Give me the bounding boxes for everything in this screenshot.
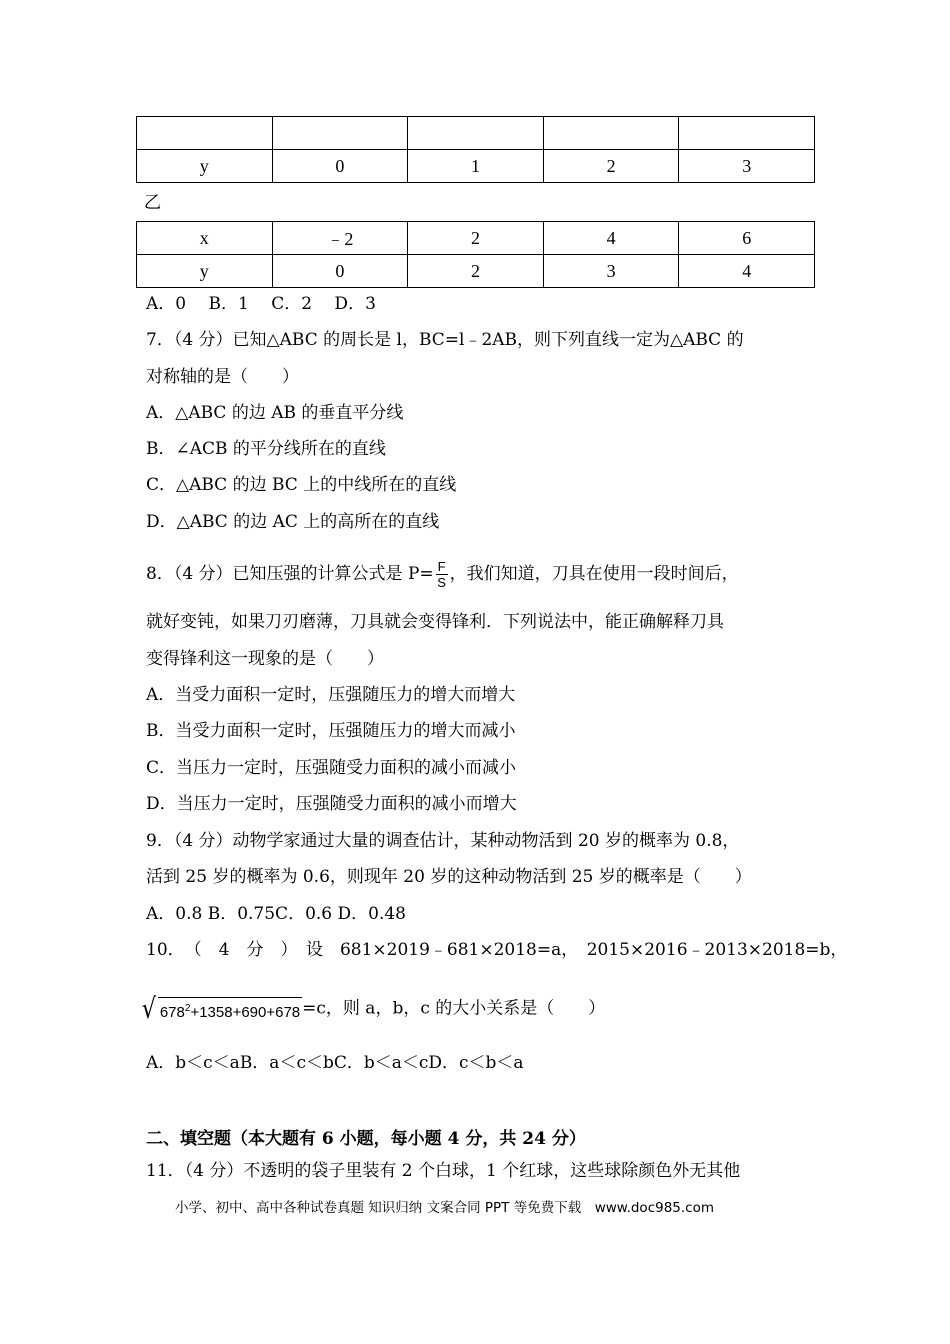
radicand xyxy=(158,997,302,1022)
table-cell: y xyxy=(137,150,273,183)
table-cell: 2 xyxy=(408,255,544,288)
table-label-yi: 乙 xyxy=(144,193,161,213)
q7-option-c: C．△ABC 的边 BC 上的中线所在的直线 xyxy=(146,475,457,495)
table-row xyxy=(137,150,815,183)
table-cell: 1 xyxy=(408,150,544,183)
table-row xyxy=(137,117,815,150)
q7-option-d: D．△ABC 的边 AC 上的高所在的直线 xyxy=(146,512,440,532)
table-cell xyxy=(543,117,679,150)
table-yi xyxy=(136,221,815,288)
q8-stem-suffix: ，我们知道，刀具在使用一段时间后， xyxy=(449,564,739,584)
table-cell: y xyxy=(137,255,273,288)
q10-stem-line2 xyxy=(140,992,606,1025)
table-jia-partial xyxy=(136,116,815,183)
q7-stem-line2: 对称轴的是（ ） xyxy=(146,367,299,387)
table-cell xyxy=(408,117,544,150)
table-cell: 3 xyxy=(543,255,679,288)
section-heading-fill-in: 二、填空题（本大题有 6 小题，每小题 4 分，共 24 分） xyxy=(146,1129,586,1149)
q10-options: A．b＜c＜aB．a＜c＜bC．b＜a＜cD．c＜b＜a xyxy=(146,1053,524,1073)
table-cell: 0 xyxy=(272,255,408,288)
page-footer: 小学、初中、高中各种试卷真题 知识归纳 文案合同 PPT 等免费下载 www.doc985.com xyxy=(175,1200,715,1216)
table-cell xyxy=(137,117,273,150)
table-cell xyxy=(679,117,815,150)
q8-stem-line3: 变得锋利这一现象的是（ ） xyxy=(146,649,384,669)
q9-stem-line1: 9．（4 分）动物学家通过大量的调查估计，某种动物活到 20 岁的概率为 0.8， xyxy=(146,831,740,851)
radical-sign-icon: √ xyxy=(141,992,157,1025)
table-cell: 4 xyxy=(679,255,815,288)
q10-stem-suffix: =c，则 a，b，c 的大小关系是（ ） xyxy=(302,998,606,1019)
table-cell: 3 xyxy=(679,150,815,183)
q8-stem-line1 xyxy=(146,560,739,589)
q8-option-d: D．当压力一定时，压强随受力面积的减小而增大 xyxy=(146,794,517,814)
q8-option-c: C．当压力一定时，压强随受力面积的减小而减小 xyxy=(146,758,517,778)
table-cell: 6 xyxy=(679,222,815,255)
fraction-numerator: F xyxy=(437,559,446,574)
pressure-fraction xyxy=(436,560,448,589)
q9-stem-line2: 活到 25 岁的概率为 0.6，则现年 20 岁的这种动物活到 25 岁的概率是（ ） xyxy=(146,867,752,887)
q10-stem-line1: 10． （ 4 分 ） 设 681×2019﹣681×2018=a， 2015×2016﹣2013×2018=b， xyxy=(146,940,848,960)
radicand-exponent: 2 xyxy=(184,1003,191,1014)
q8-stem-line2: 就好变钝，如果刀刃磨薄，刀具就会变得锋利．下列说法中，能正确解释刀具 xyxy=(146,612,724,632)
table-cell: 4 xyxy=(543,222,679,255)
table-row xyxy=(137,255,815,288)
table-cell: x xyxy=(137,222,273,255)
table-cell: 2 xyxy=(543,150,679,183)
q8-stem-prefix: 8．（4 分）已知压强的计算公式是 P= xyxy=(146,564,434,584)
table-cell: 0 xyxy=(272,150,408,183)
q7-option-a: A．△ABC 的边 AB 的垂直平分线 xyxy=(146,403,404,423)
table-cell: 2 xyxy=(408,222,544,255)
q8-option-a: A．当受力面积一定时，压强随压力的增大而增大 xyxy=(146,685,516,705)
radicand-base: 678 xyxy=(159,1004,185,1021)
q7-option-b: B．∠ACB 的平分线所在的直线 xyxy=(146,439,386,459)
q7-stem-line1: 7．（4 分）已知△ABC 的周长是 l，BC=l﹣2AB，则下列直线一定为△ABC 的 xyxy=(146,330,744,350)
q6-options: A．0 B．1 C．2 D．3 xyxy=(146,294,376,314)
radicand-rest: +1358+690+678 xyxy=(190,1004,301,1021)
q9-options: A．0.8 B．0.75C．0.6 D．0.48 xyxy=(146,904,406,924)
fraction-denominator: S xyxy=(437,575,446,590)
q8-option-b: B．当受力面积一定时，压强随压力的增大而减小 xyxy=(146,721,516,741)
q11-stem-line1: 11．（4 分）不透明的袋子里装有 2 个白球，1 个红球，这些球除颜色外无其他 xyxy=(146,1161,741,1181)
square-root-expression xyxy=(140,992,302,1025)
table-row xyxy=(137,222,815,255)
table-cell: ﹣2 xyxy=(272,222,408,255)
table-cell xyxy=(272,117,408,150)
